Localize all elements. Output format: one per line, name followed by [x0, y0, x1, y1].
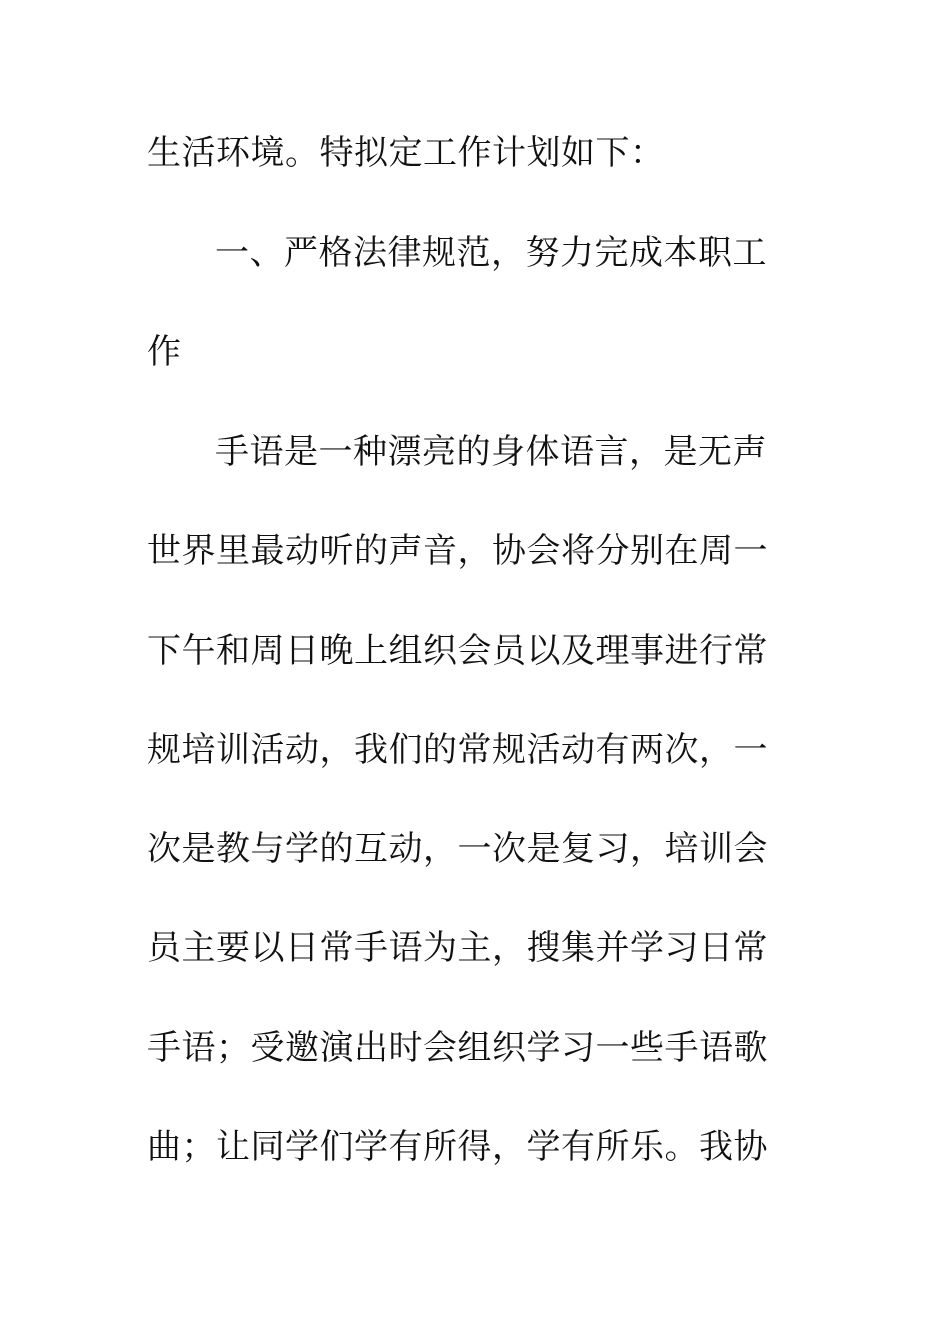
- paragraph-line-3: 下午和周日晚上组织会员以及理事进行常: [147, 631, 768, 671]
- paragraph-line-7: 手语；受邀演出时会组织学习一些手语歌: [147, 1028, 768, 1068]
- paragraph-line-8: 曲；让同学们学有所得，学有所乐。我协: [147, 1127, 768, 1167]
- section-heading-line-1: 一、严格法律规范，努力完成本职工: [215, 233, 767, 273]
- paragraph-line-5: 次是教与学的互动，一次是复习，培训会: [147, 829, 768, 869]
- text-line-1: 生活环境。特拟定工作计划如下：: [147, 133, 665, 173]
- paragraph-line-1: 手语是一种漂亮的身体语言，是无声: [215, 432, 767, 472]
- paragraph-line-4: 规培训活动，我们的常规活动有两次，一: [147, 730, 768, 770]
- paragraph-line-6: 员主要以日常手语为主，搜集并学习日常: [147, 928, 768, 968]
- section-heading-line-2: 作: [147, 332, 182, 372]
- paragraph-line-2: 世界里最动听的声音，协会将分别在周一: [147, 531, 768, 571]
